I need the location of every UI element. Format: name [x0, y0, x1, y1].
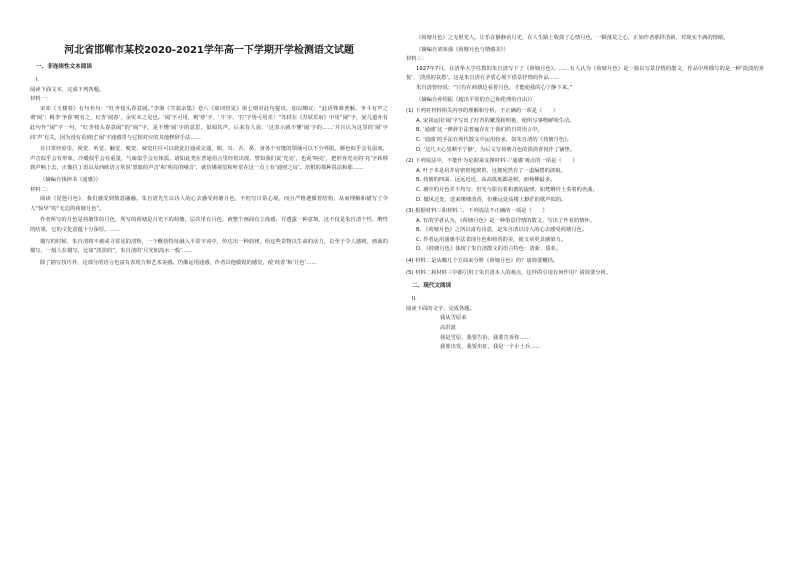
material-3-source: （摘编自孙绍振《超出平常的自己和伦理的自由》）: [416, 96, 536, 103]
material-2-paragraph: 描写的时候，朱自清将不被或寻常见的清辉，一个概括特征融入平常字词中，传达出一种韵律，给这些景物以生命的活力，以至于令人感到。画面的描写，一般人在描写，比如“淡淡的”，朱自清的‘月光如流水一般’……: [30, 238, 388, 255]
instruction: 阅读下面的文字，完成各题。: [406, 305, 475, 312]
material-1-paragraph: 在日常经验里，视觉、听觉、触觉、嗅觉、味觉往往可以彼此打通或交通，眼、耳、舌、鼻、身各个官能的领域可以不分界限。颜色似乎会有温度，声音似乎会有形象，冷暖似乎会有重量，气味似乎会有体质。诸如此类在普通语言里经常出现。譬如我们说‘光亮’，也说‘响亮’，把形容光亮的‘亮’字转移到声响上去，正像拉丁语以及西欧语言常说‘黑暗的声音’和‘明亮的嗓音’，就仿佛视觉和听觉在这一点上有‘通财之谊’。培根的那种说法和那……: [30, 146, 388, 172]
material-2-paragraph: 作者所写的月色是荷塘里的月色，所写的荷塘是月光下的荷塘，层次里有月色，就整个画面有立体感，并透露一种意境，这不仅是朱自清个性、脾性的结果，它的文化意蕴十分深厚。……: [30, 217, 388, 233]
poem-line: 我要出发，我要出征，我是一个小士兵……: [440, 344, 541, 351]
material-1-label: 材料一：: [30, 96, 52, 103]
question-number: I.: [36, 77, 40, 83]
poem-line: 我是雪原，我要告诉，我要告诉你……: [440, 334, 531, 341]
material-2-paragraph: 阅读《琵琶月色》，我们感受到情意融融。朱自清先生以诗人的心去感受荷塘月色，不但写日常心境，而且严格遵循着结构，从而理解和描写了令人“惊异”的“无边的荷塘月色”。: [30, 196, 388, 212]
material-3-paragraph: 1927年7月，在清华大学任教的朱自清写下了《荷塘月色》。……有人认为《荷塘月色》是一篇以写景抒情的散文，作品中所描写的是一种‘淡淡的喜悦’、‘淡淡的哀愁’。这是朱自清在矛盾心境下借景抒情的作品……: [406, 65, 764, 82]
material-1-paragraph: 宋祁《玉楼春》有句名句：“红杏枝头春意闹。”李渔《笠翁余集》卷八《窥词管见》第七则对此句提出，加以嘲议：“此语殊难著解。争斗有声之谓‘闹’；桃李‘争春’则有之，红杏‘闹春’，余实未之见也。‘闹’字可用，则‘炒’字、‘斗’字、‘打’字皆可用矣！”苏轼在《苏轼乐府》中用“闹”字，晏几道亦有此句作“闹”字一句，“红杏枝头春意闹”的“闹”字，是不懂‘闹’字的意思，似闻其声。后来有人说：‘这表示就不懂‘闹’字的……’并且认为这里的‘闹’字同‘声’有关，因为没有看到过‘闹’字通感里与它相对应的其他修辞手法……: [30, 105, 388, 141]
option: D. 微风过处，送来缕缕清香，仿佛远处高楼上渺茫的歌声似的。: [416, 196, 567, 203]
material-1-source: （摘编自钱钟书《通感》）: [40, 176, 101, 183]
material-2-source: （摘编自刘荣强《荷塘月色与情感美》）: [416, 46, 509, 53]
left-column: [30, 34, 388, 552]
question: (3) 根据材料三和材料二，下列说法不正确的一项是（ ）: [406, 208, 548, 215]
section-2-heading: 二、现代文阅读: [412, 283, 452, 290]
option: C. 作者运用通感手法表现月色和荷香的美，使文章更具感染力。: [416, 236, 567, 243]
option: C. 塘中的月色并不均匀；但光与影有着和谐的旋律，如梵婀玲上奏着的名曲。: [416, 186, 598, 193]
poem-title: 我从雪原来: [440, 315, 467, 322]
question: (1) 下列对材料相关内容的理解和分析，不正确的一项是（ ）: [406, 108, 559, 115]
document-title: 河北省邯郸市某校2020-2021学年高一下学期开学检测语文试题: [64, 45, 354, 56]
question: (2) 下列说法中，不能作为论据来支撑材料三‘通感’观点的一项是（ ）: [406, 158, 578, 165]
option: A. 叶子本是肩并肩密密地挨着，这便宛然有了一道凝碧的波痕。: [416, 167, 566, 174]
option: D. ‘这几天心里颇不宁静’，为后文写荷塘月色的淡淡喜悦作了铺垫。: [416, 146, 576, 153]
material-2-label: 材料二：: [30, 186, 52, 193]
option: D. 《荷塘月色》体现了朱自清散文的语言特色：清新、质朴。: [416, 246, 562, 253]
option: A. 有的学者认为，《荷塘月色》是一种借景抒情的散文，写出了作者的情怀。: [416, 217, 596, 224]
option: C. ‘通感’的手法在现代散文中运用较多，如朱自清的《荷塘月色》。: [416, 136, 573, 143]
question: (5) 材料二和材料三中都引用了朱自清本人的观点，这样的引用有何作用？请简要分析。: [406, 269, 612, 276]
material-3-paragraph: 朱自清曾经说：“只有在荷塘边看着月色，才能使我的心宁静下来。”: [416, 84, 573, 91]
material-2-paragraph: 除了描写技巧外，这部分的语言也富有表现力和艺术美感。仍像运用通感，作者以他敏锐的感觉，使‘荷香’和‘月色’……: [40, 259, 317, 266]
option: B. 《荷塘月色》之所以富有诗意，是朱自清以诗人的心去感受荷塘月色。: [416, 227, 588, 234]
option: B. 荷塘的四面，远远近近，高高低低都是树，而杨柳最多。: [416, 177, 556, 184]
material-2-continuation: 《荷塘月色》之无垠光人，让乐在静静看月光，在人生路上收敛了心情月色，一颗落荒之心，正如作者那样清新，对现实不满的情绪。: [416, 35, 729, 41]
poem-author: 高洪波: [440, 325, 456, 332]
question: (4) 材料二是从哪几个方面来分析《荷塘月色》的？请简要概括。: [406, 258, 559, 265]
material-3-label: 材料三：: [406, 56, 428, 63]
instruction: 阅读下面文本，完成下列各题。: [30, 86, 105, 93]
section-1-heading: 一、非连续性文本阅读: [36, 64, 92, 70]
option: A. 宋祁运用‘闹’字写出了红杏的繁茂和明艳，使所写事物鲜明生动。: [416, 117, 575, 124]
right-column: [406, 34, 764, 552]
question-number: II.: [412, 296, 417, 303]
option: B. ‘通感’这一修辞手法普遍存在于我们的日常语言中。: [416, 127, 543, 134]
